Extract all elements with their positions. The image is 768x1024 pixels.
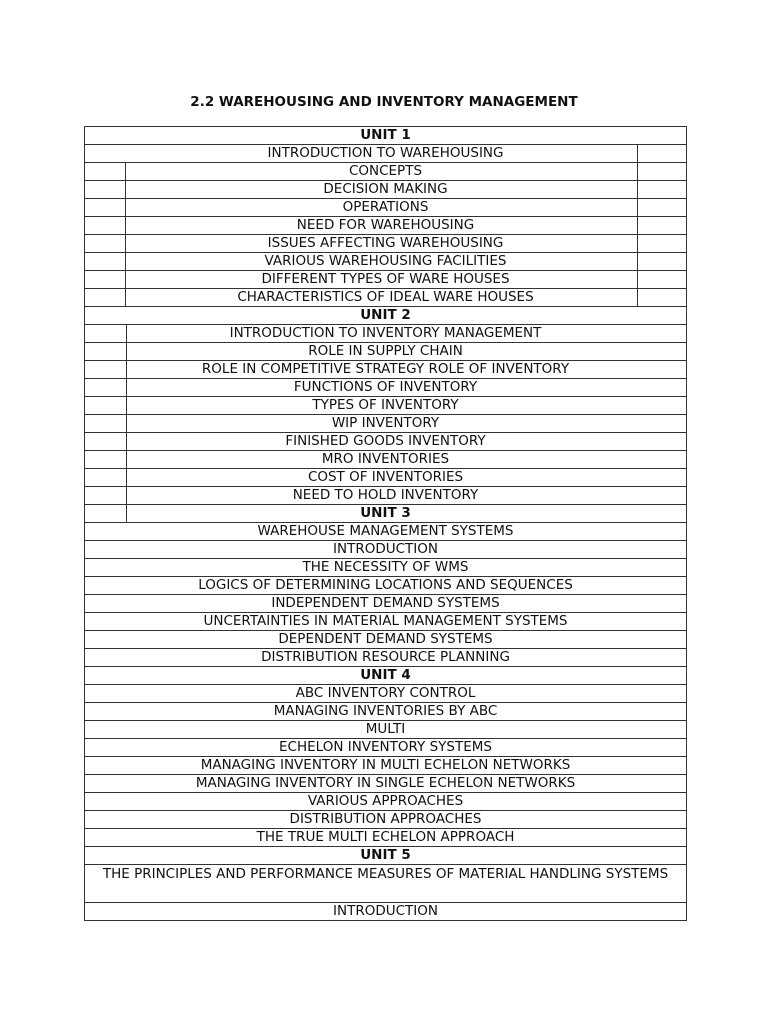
topic-row [85,757,686,775]
topic-row [85,163,686,181]
topic-label: CHARACTERISTICS OF IDEAL WARE HOUSES [237,289,534,305]
topic-row [85,595,686,613]
unit-heading-row [85,127,686,145]
topic-label: UNCERTAINTIES IN MATERIAL MANAGEMENT SYSTEMS [203,613,568,629]
unit-label: UNIT 2 [360,307,411,323]
topic-row [85,325,686,343]
topic-label: VARIOUS WAREHOUSING FACILITIES [264,253,507,269]
topic-label: INTRODUCTION [333,903,438,919]
topic-label: INTRODUCTION [333,541,438,557]
topic-label: DISTRIBUTION RESOURCE PLANNING [261,649,510,665]
column-divider [125,199,126,216]
topic-row [85,903,686,921]
topic-row [85,343,686,361]
topic-label: MANAGING INVENTORIES BY ABC [273,703,498,719]
topic-row [85,721,686,739]
unit-heading-row [85,667,686,685]
topic-label: COST OF INVENTORIES [307,469,464,485]
topic-label: MANAGING INVENTORY IN MULTI ECHELON NETWORKS [200,757,571,773]
column-divider [637,145,638,162]
topic-row [85,433,686,451]
column-divider [126,505,127,522]
column-divider [125,235,126,252]
topic-row [85,379,686,397]
topic-label: VARIOUS APPROACHES [307,793,464,809]
unit-label: UNIT 5 [360,847,411,863]
topic-label: THE TRUE MULTI ECHELON APPROACH [256,829,515,845]
topic-label: INTRODUCTION TO INVENTORY MANAGEMENT [229,325,542,341]
topic-label: ROLE IN COMPETITIVE STRATEGY ROLE OF INVENTORY [201,361,570,377]
topic-label: MULTI [365,721,406,737]
topic-row [85,739,686,757]
topic-row [85,865,686,903]
topic-row [85,793,686,811]
column-divider [637,181,638,198]
topic-label: NEED FOR WAREHOUSING [296,217,475,233]
column-divider [637,163,638,180]
topic-row [85,145,686,163]
topic-row [85,541,686,559]
topic-label: MRO INVENTORIES [321,451,450,467]
unit-label: UNIT 4 [360,667,411,683]
topic-label: ECHELON INVENTORY SYSTEMS [279,739,492,755]
column-divider [637,253,638,270]
topic-label: WIP INVENTORY [331,415,440,431]
topic-label: DIFFERENT TYPES OF WARE HOUSES [261,271,510,287]
topic-row [85,469,686,487]
topic-row [85,235,686,253]
topic-row [85,487,686,505]
topic-row [85,289,686,307]
unit-label: UNIT 1 [360,127,411,143]
topic-row [85,613,686,631]
column-divider [125,217,126,234]
topic-label: THE NECESSITY OF WMS [302,559,469,575]
topic-row [85,685,686,703]
column-divider [126,397,127,414]
topic-label: DEPENDENT DEMAND SYSTEMS [278,631,493,647]
topic-label: FINISHED GOODS INVENTORY [285,433,486,449]
topic-label: INTRODUCTION TO WAREHOUSING [267,145,504,161]
column-divider [125,181,126,198]
topic-label: DISTRIBUTION APPROACHES [289,811,482,827]
topic-label: ISSUES AFFECTING WAREHOUSING [267,235,504,251]
column-divider [637,271,638,288]
column-divider [125,271,126,288]
topic-row [85,181,686,199]
topic-row [85,559,686,577]
topic-row [85,217,686,235]
topic-label: THE PRINCIPLES AND PERFORMANCE MEASURES OF MATERIAL HANDLING SYSTEMS [102,866,669,882]
topic-row [85,271,686,289]
column-divider [126,433,127,450]
unit-heading-row [85,307,686,325]
column-divider [637,235,638,252]
column-divider [126,469,127,486]
column-divider [126,325,127,342]
topic-label: ROLE IN SUPPLY CHAIN [308,343,463,359]
topic-label: NEED TO HOLD INVENTORY [292,487,479,503]
topic-label: FUNCTIONS OF INVENTORY [293,379,478,395]
column-divider [126,415,127,432]
topic-row [85,415,686,433]
topic-row [85,775,686,793]
unit-label: UNIT 3 [360,505,411,521]
topic-row [85,253,686,271]
topic-row [85,649,686,667]
topic-row [85,577,686,595]
topic-label: DECISION MAKING [323,181,448,197]
page-title: 2.2 WAREHOUSING AND INVENTORY MANAGEMENT [190,94,578,110]
topic-label: TYPES OF INVENTORY [312,397,459,413]
topic-row [85,397,686,415]
column-divider [637,199,638,216]
topic-row [85,829,686,847]
column-divider [126,361,127,378]
topic-row [85,199,686,217]
topic-label: CONCEPTS [348,163,423,179]
column-divider [637,289,638,306]
column-divider [126,343,127,360]
column-divider [125,163,126,180]
topic-label: OPERATIONS [342,199,429,215]
topic-label: MANAGING INVENTORY IN SINGLE ECHELON NETWORKS [195,775,576,791]
topic-row [85,523,686,541]
unit-heading-row [85,847,686,865]
syllabus-table [84,126,687,921]
column-divider [126,379,127,396]
column-divider [637,217,638,234]
topic-label: INDEPENDENT DEMAND SYSTEMS [271,595,500,611]
topic-row [85,631,686,649]
topic-row [85,361,686,379]
topic-row [85,811,686,829]
column-divider [125,289,126,306]
topic-label: ABC INVENTORY CONTROL [295,685,476,701]
topic-label: LOGICS OF DETERMINING LOCATIONS AND SEQUENCES [198,577,573,593]
topic-label: WAREHOUSE MANAGEMENT SYSTEMS [257,523,514,539]
column-divider [126,451,127,468]
unit-heading-row [85,505,686,523]
column-divider [125,253,126,270]
column-divider [126,487,127,504]
topic-row [85,451,686,469]
topic-row [85,703,686,721]
